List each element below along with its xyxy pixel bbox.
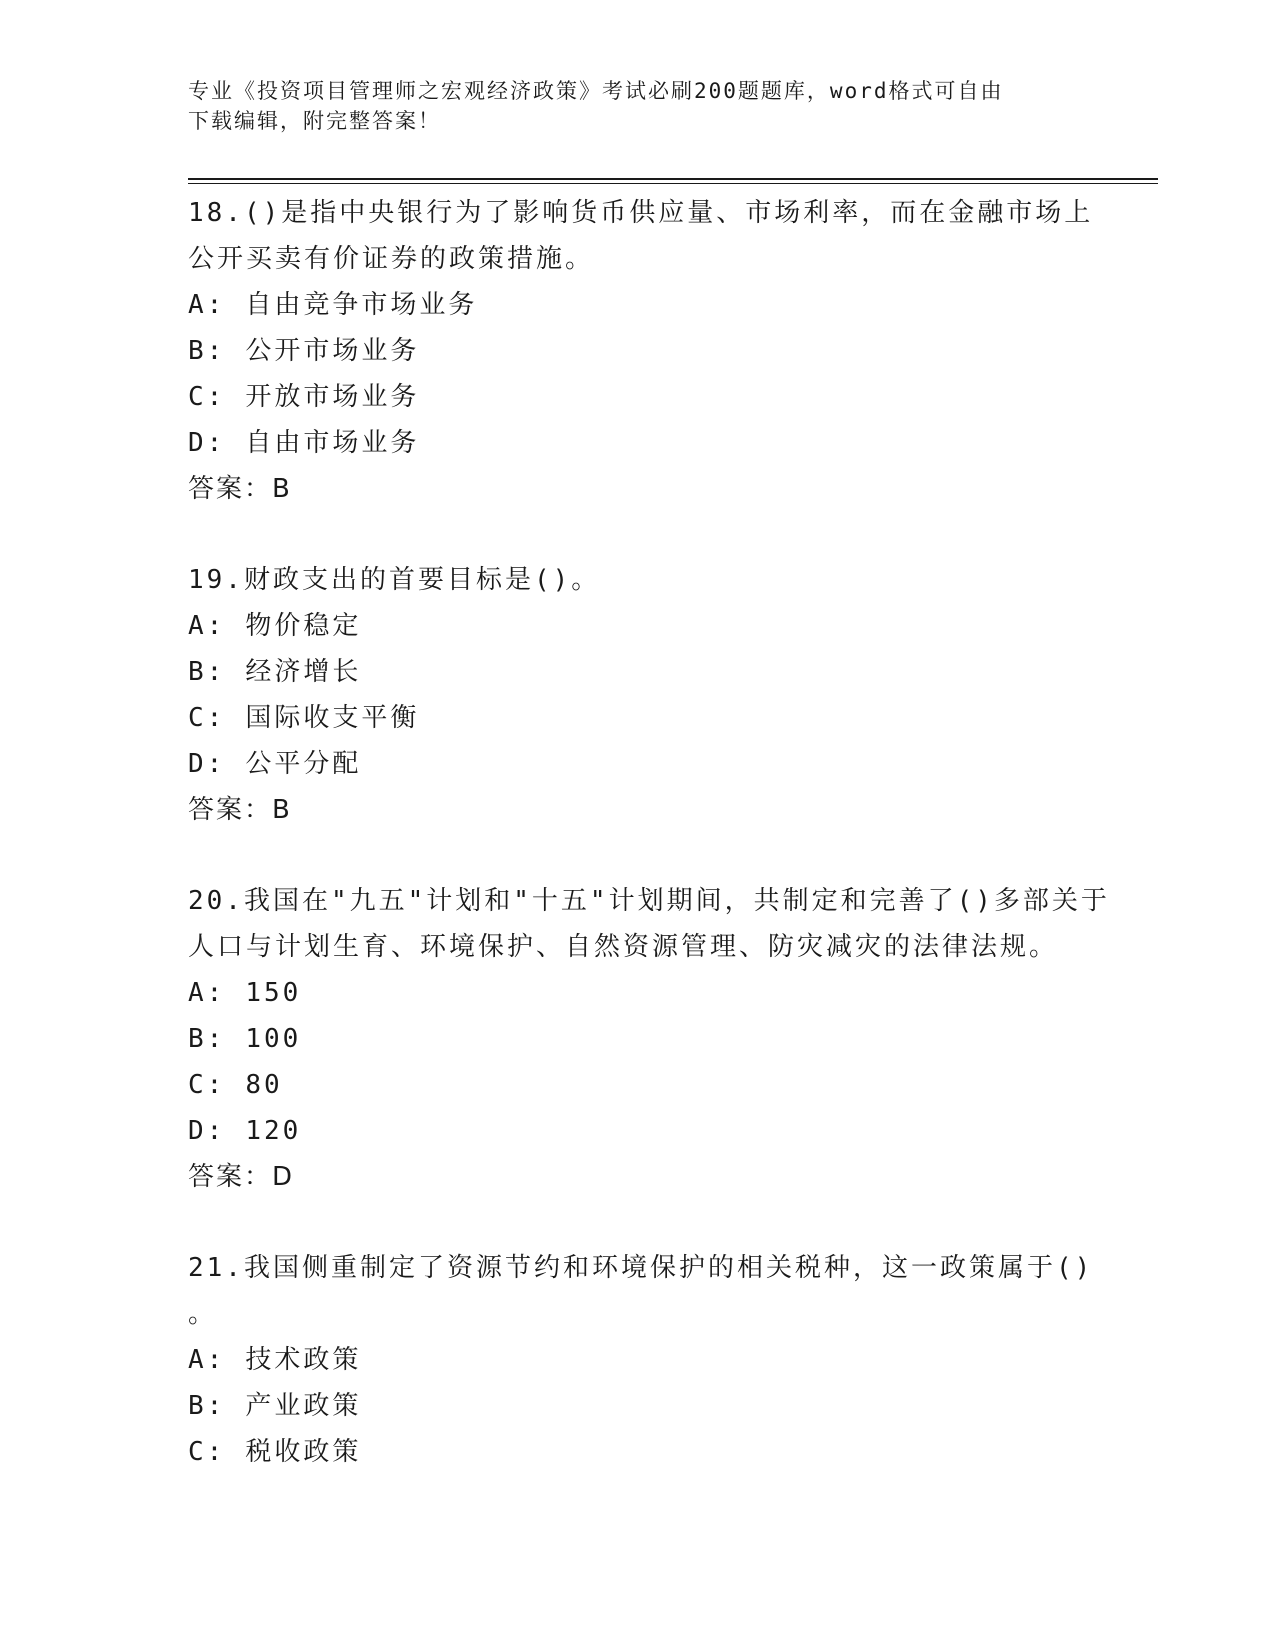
option-a <box>188 970 1088 1016</box>
option-letter: C: <box>188 382 226 412</box>
option-letter: B: <box>188 657 226 687</box>
question-stem-line-2: 公开买卖有价证券的政策措施。 <box>188 244 595 274</box>
option-text: 国际收支平衡 <box>245 703 420 733</box>
option-text: 技术政策 <box>245 1345 362 1375</box>
question-stem-line-2: 人口与计划生育、环境保护、自然资源管理、防灾减灾的法律法规。 <box>188 932 1059 962</box>
option-letter: B: <box>188 336 226 366</box>
option-d <box>188 1108 1088 1154</box>
option-c <box>188 695 1088 741</box>
answer-line: 答案：B <box>188 474 292 504</box>
option-letter: D: <box>188 749 226 779</box>
question-list <box>188 190 1110 1520</box>
option-letter: C: <box>188 703 226 733</box>
option-letter: C: <box>188 1070 226 1100</box>
option-text: 100 <box>245 1024 302 1054</box>
question-stem-line-1: 18.()是指中央银行为了影响货币供应量、市场利率，而在金融市场上 <box>188 198 1094 228</box>
question-20 <box>188 878 1110 1200</box>
option-a <box>188 282 1088 328</box>
header-line-2: 下载编辑，附完整答案！ <box>188 109 441 133</box>
option-c <box>188 1429 1088 1475</box>
option-b <box>188 328 1088 374</box>
header-divider-thin <box>188 183 1158 184</box>
option-text: 公平分配 <box>245 749 362 779</box>
option-letter: A: <box>188 290 226 320</box>
option-letter: D: <box>188 1116 226 1146</box>
option-b <box>188 1383 1088 1429</box>
option-a <box>188 1337 1088 1383</box>
question-21 <box>188 1245 1094 1475</box>
header-divider-thick <box>188 178 1158 180</box>
option-d <box>188 741 1088 787</box>
option-text: 经济增长 <box>245 657 362 687</box>
option-a <box>188 603 1088 649</box>
option-text: 自由市场业务 <box>245 428 420 458</box>
question-stem-line-1: 19.财政支出的首要目标是()。 <box>188 565 601 595</box>
option-letter: B: <box>188 1024 226 1054</box>
answer-line: 答案：B <box>188 795 292 825</box>
option-letter: C: <box>188 1437 226 1467</box>
question-stem-line-1: 20.我国在"九五"计划和"十五"计划期间，共制定和完善了()多部关于 <box>188 886 1110 916</box>
option-c <box>188 1062 1088 1108</box>
option-letter: A: <box>188 611 226 641</box>
option-text: 公开市场业务 <box>245 336 420 366</box>
option-text: 物价稳定 <box>245 611 362 641</box>
question-19 <box>188 557 1088 833</box>
option-letter: A: <box>188 1345 226 1375</box>
option-letter: A: <box>188 978 226 1008</box>
option-text: 开放市场业务 <box>245 382 420 412</box>
document-header <box>188 76 1088 136</box>
option-b <box>188 649 1088 695</box>
header-line-1: 专业《投资项目管理师之宏观经济政策》考试必刷200题题库，word格式可自由 <box>188 79 1004 103</box>
question-stem-line-1: 21.我国侧重制定了资源节约和环境保护的相关税种，这一政策属于() <box>188 1253 1094 1283</box>
option-text: 150 <box>245 978 302 1008</box>
option-text: 80 <box>245 1070 283 1100</box>
option-d <box>188 420 1088 466</box>
option-letter: B: <box>188 1391 226 1421</box>
option-c <box>188 374 1088 420</box>
option-text: 自由竞争市场业务 <box>245 290 478 320</box>
answer-line: 答案：D <box>188 1162 295 1192</box>
option-letter: D: <box>188 428 226 458</box>
question-stem-line-2: 。 <box>188 1299 218 1329</box>
option-text: 产业政策 <box>245 1391 362 1421</box>
option-b <box>188 1016 1088 1062</box>
option-text: 税收政策 <box>245 1437 362 1467</box>
question-18 <box>188 190 1094 512</box>
option-text: 120 <box>245 1116 302 1146</box>
